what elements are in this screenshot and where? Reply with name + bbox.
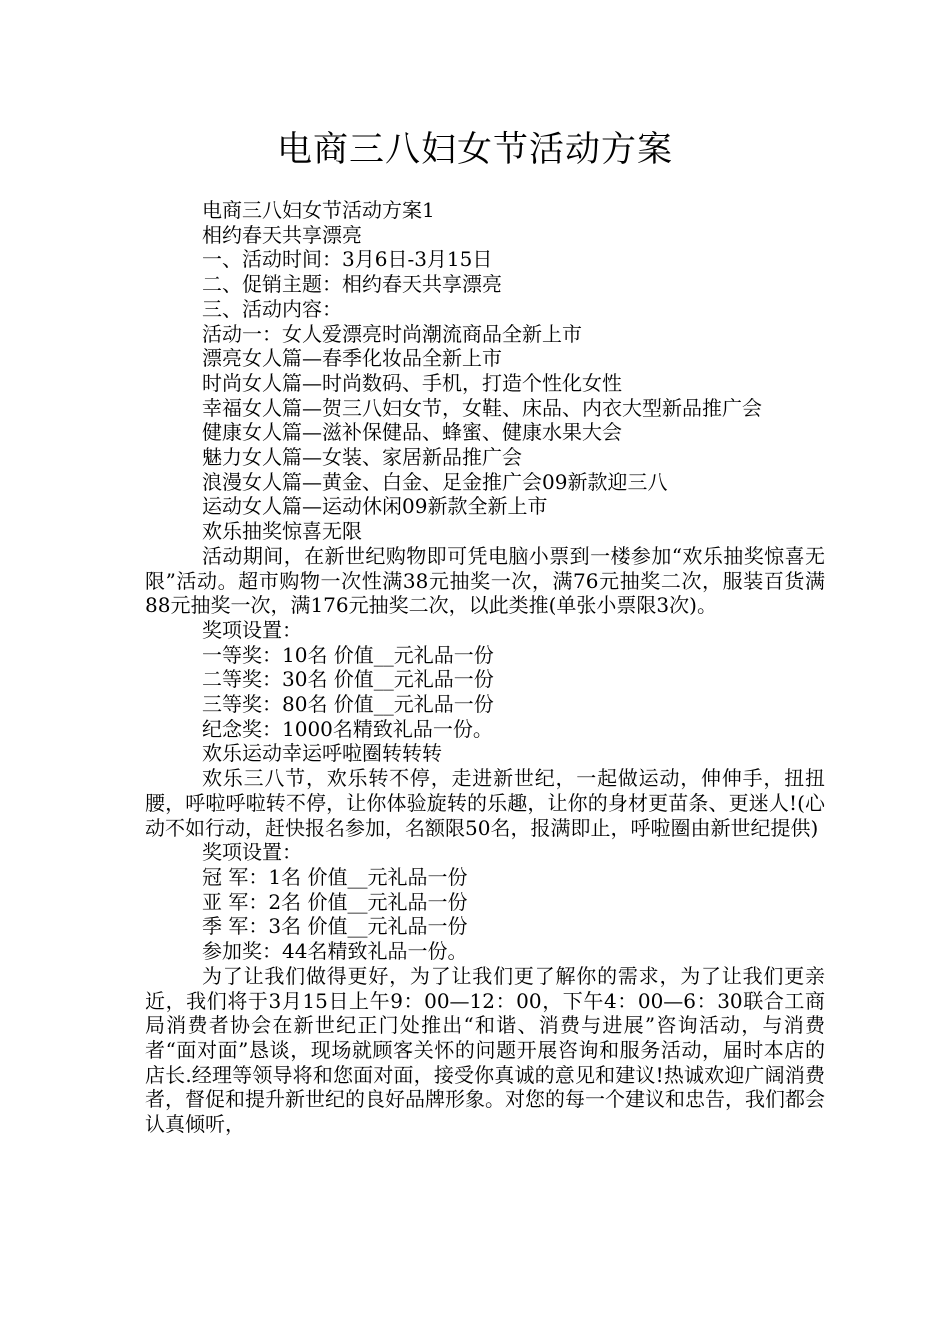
paragraph: 漂亮女人篇—春季化妆品全新上市 xyxy=(202,346,502,371)
paragraph: 三、活动内容： xyxy=(202,296,342,321)
paragraph: 季 军：3名 价值__元礼品一份 xyxy=(202,914,468,939)
paragraph: 欢乐三八节，欢乐转不停，走进新世纪，一起做运动，伸伸手，扭扭腰，呼啦呼啦转不停，让你体验旋转的乐趣，让你的身材更苗条、更迷人!(心动不如行动，赶快报名参加，名额限50名，报满即止，呼啦圈由新世纪提供) xyxy=(145,766,825,840)
paragraph: 奖项设置： xyxy=(202,617,302,642)
paragraph: 魅力女人篇—女装、家居新品推广会 xyxy=(202,445,522,470)
paragraph: 时尚女人篇—时尚数码、手机，打造个性化女性 xyxy=(202,370,622,395)
paragraph: 浪漫女人篇—黄金、白金、足金推广会09新款迎三八 xyxy=(202,469,668,494)
paragraph: 电商三八妇女节活动方案1 xyxy=(202,198,435,222)
paragraph: 一等奖：10名 价值__元礼品一份 xyxy=(202,642,494,667)
document-title: 电商三八妇女节活动方案 xyxy=(276,130,673,170)
paragraph: 一、活动时间：3月6日-3月15日 xyxy=(202,247,493,272)
paragraph: 健康女人篇—滋补保健品、蜂蜜、健康水果大会 xyxy=(202,420,622,445)
paragraph: 运动女人篇—运动休闲09新款全新上市 xyxy=(202,494,548,519)
paragraph: 亚 军：2名 价值__元礼品一份 xyxy=(202,889,468,914)
paragraph: 欢乐运动幸运呼啦圈转转转 xyxy=(202,741,442,766)
paragraph: 欢乐抽奖惊喜无限 xyxy=(202,519,362,544)
paragraph: 活动一：女人爱漂亮时尚潮流商品全新上市 xyxy=(202,321,582,346)
paragraph: 二、促销主题：相约春天共享漂亮 xyxy=(202,272,502,297)
paragraph: 纪念奖：1000名精致礼品一份。 xyxy=(202,716,493,741)
paragraph: 奖项设置： xyxy=(202,840,302,865)
paragraph: 三等奖：80名 价值__元礼品一份 xyxy=(202,692,494,717)
paragraph: 相约春天共享漂亮 xyxy=(202,222,362,247)
document-body xyxy=(145,198,825,1137)
paragraph: 活动期间，在新世纪购物即可凭电脑小票到一楼参加“欢乐抽奖惊喜无限”活动。超市购物一次性满38元抽奖一次，满76元抽奖二次，服装百货满88元抽奖一次，满176元抽奖二次，以此类推(单张小票限3次)。 xyxy=(145,543,825,618)
paragraph: 为了让我们做得更好，为了让我们更了解你的需求，为了让我们更亲近，我们将于3月15日上午9：00—12：00，下午4：00—6：30联合工商局消费者协会在新世纪正门处推出“和谐、消费与进展”咨询活动，与消费者“面对面”恳谈，现场就顾客关怀的问题开展咨询和服务活动，届时本店的店长.经理等领导将和您面对面，接受你真诚的意见和建议!热诚欢迎广阔消费者，督促和提升新世纪的良好品牌形象。对您的每一个建议和忠告，我们都会认真倾听， xyxy=(145,963,825,1137)
paragraph: 参加奖：44名精致礼品一份。 xyxy=(202,939,468,964)
paragraph: 二等奖：30名 价值__元礼品一份 xyxy=(202,667,494,692)
paragraph: 冠 军：1名 价值__元礼品一份 xyxy=(202,864,468,889)
paragraph: 幸福女人篇—贺三八妇女节，女鞋、床品、内衣大型新品推广会 xyxy=(202,395,762,420)
